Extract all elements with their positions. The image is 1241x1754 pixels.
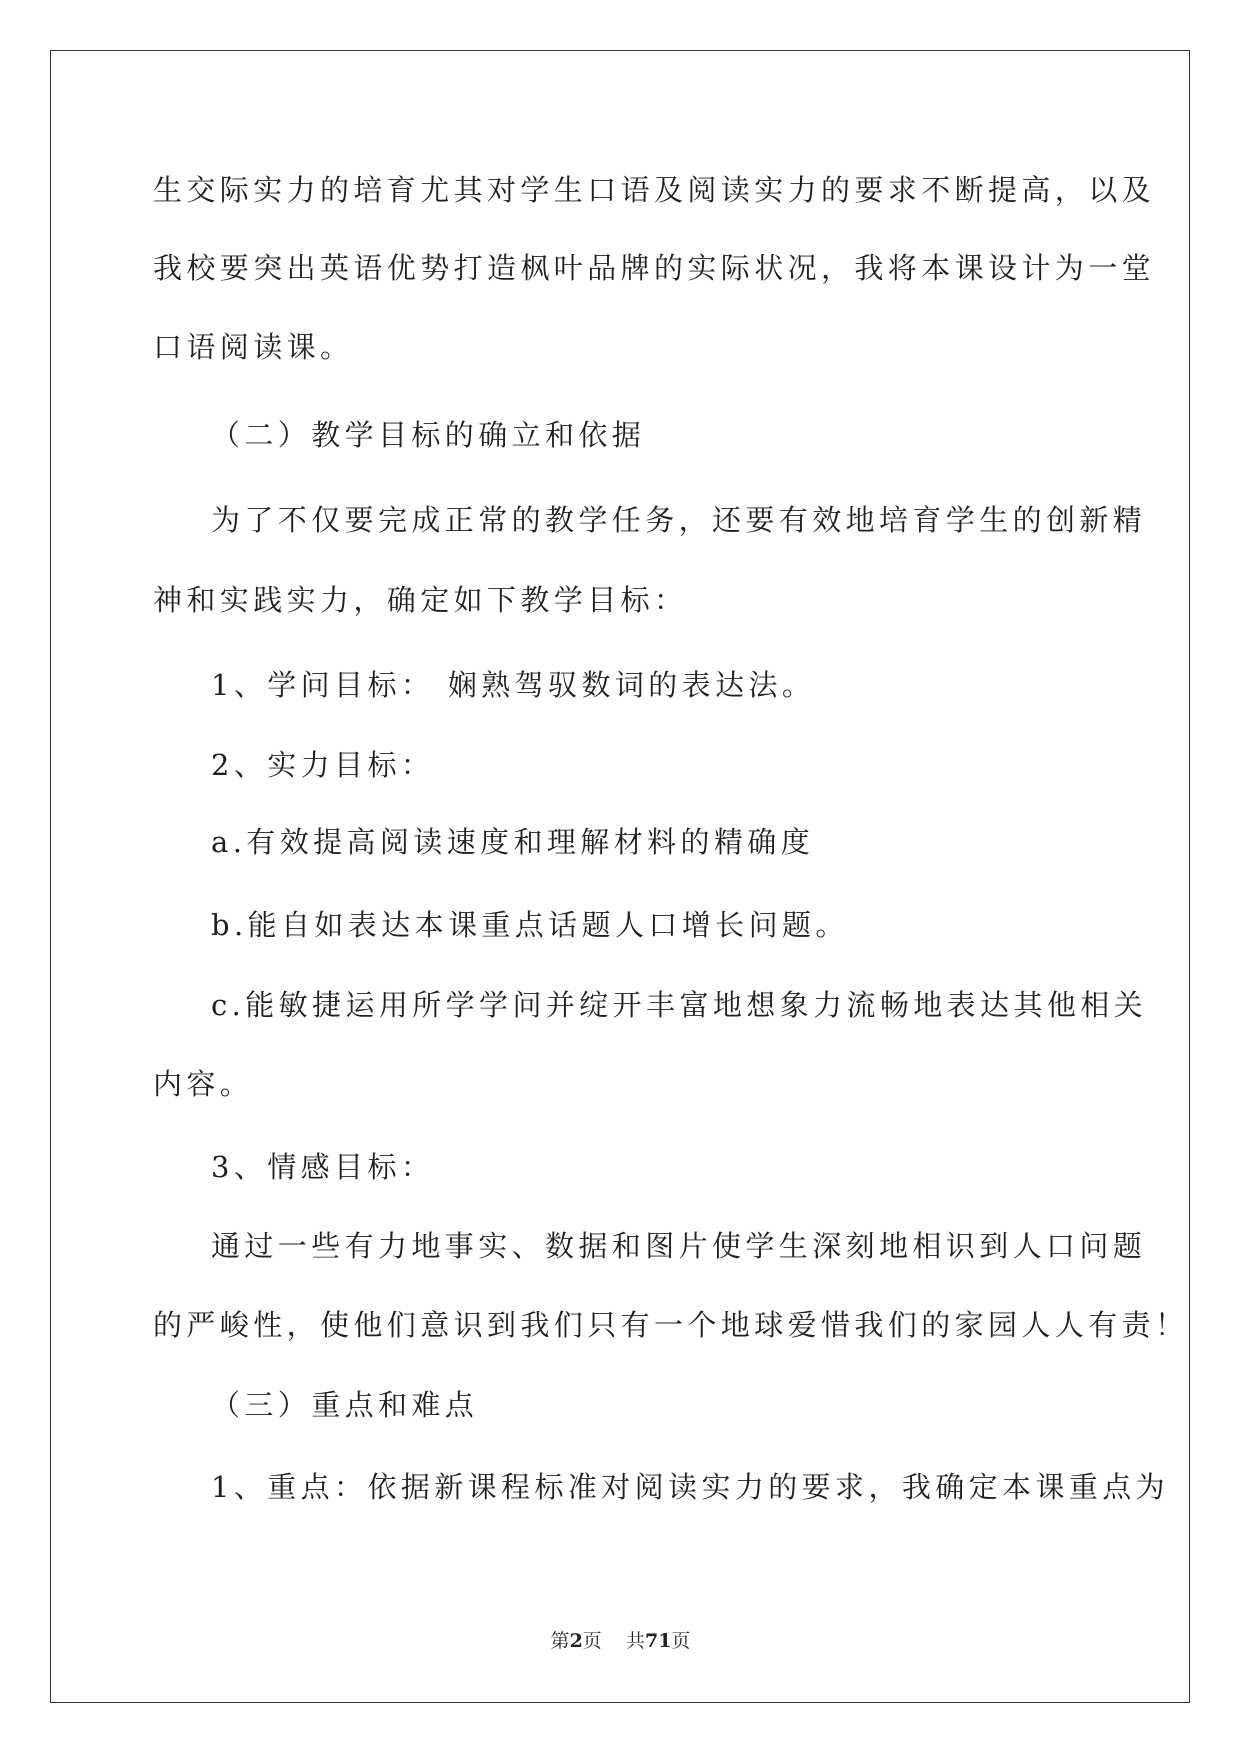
footer-mid: 页 共 [582, 1630, 645, 1652]
objective-ability: 2、实力目标： [211, 748, 435, 782]
objective-ability-c-cont: 内容。 [153, 1067, 254, 1101]
objective-emotion: 3、情感目标： [211, 1150, 435, 1184]
objective-ability-c: c.能敏捷运用所学学问并绽开丰富地想象力流畅地表达其他相关 [211, 988, 1148, 1022]
body-line-14: 通过一些有力地事实、数据和图片使学生深刻地相识到人口问题 [211, 1229, 1147, 1263]
section-heading-2: （二）教学目标的确立和依据 [211, 418, 646, 452]
footer-page-number: 2 [569, 1630, 583, 1652]
body-line-17: 1、重点：依据新课程标准对阅读实力的要求，我确定本课重点为 [211, 1470, 1170, 1504]
body-line-1: 生交际实力的培育尤其对学生口语及阅读实力的要求不断提高，以及 [153, 173, 1156, 207]
body-line-2: 我校要突出英语优势打造枫叶品牌的实际状况，我将本课设计为一堂 [153, 251, 1156, 285]
body-line-5: 为了不仅要完成正常的教学任务，还要有效地培育学生的创新精 [211, 503, 1147, 537]
footer-prefix: 第 [550, 1630, 570, 1652]
objective-ability-b: b.能自如表达本课重点话题人口增长问题。 [211, 908, 849, 942]
footer-suffix: 页 [671, 1630, 691, 1652]
body-line-6: 神和实践实力，确定如下教学目标： [153, 583, 688, 617]
footer-total-pages: 71 [644, 1630, 672, 1652]
objective-knowledge: 1、学问目标： 娴熟驾驭数词的表达法。 [211, 668, 816, 702]
page-border [50, 50, 1190, 1703]
page-footer [0, 1626, 1241, 1653]
body-line-3: 口语阅读课。 [153, 330, 354, 364]
body-line-15: 的严峻性，使他们意识到我们只有一个地球爱惜我们的家园人人有责！ [153, 1308, 1189, 1342]
objective-ability-a: a.有效提高阅读速度和理解材料的精确度 [211, 825, 815, 859]
section-heading-3: （三）重点和难点 [211, 1388, 479, 1422]
